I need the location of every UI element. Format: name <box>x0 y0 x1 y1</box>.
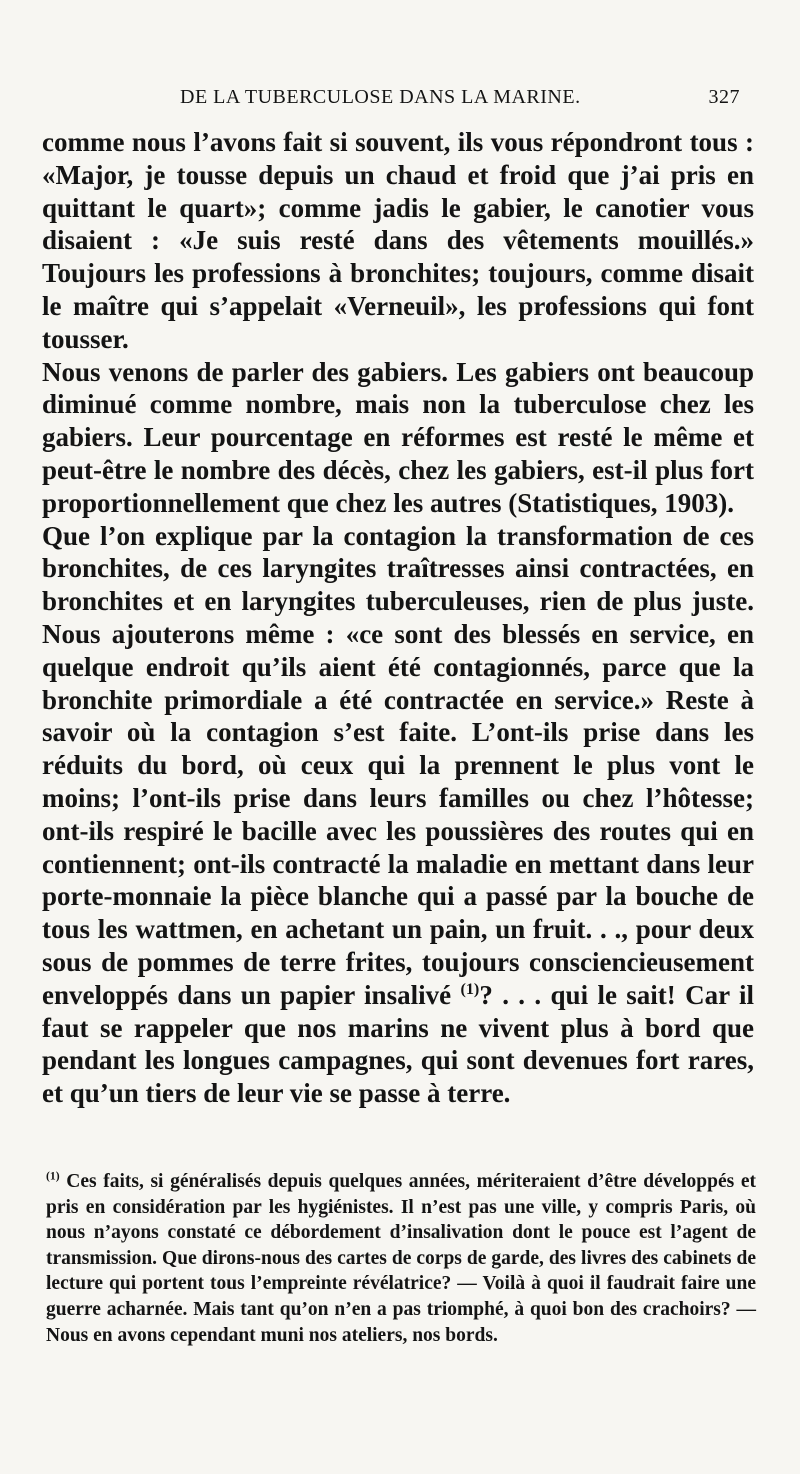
footnote <box>46 1169 756 1348</box>
footnote-text: Ces faits, si généralisés depuis quelques années, mériteraient d’être développés et pris en considération par les hygiénistes. Il n’est pas une ville, y compris Paris, où nous n’ayons constaté ce débordement d’insalivation dont le pouce est l’agent de transmission. Que dirons-nous des cartes de corps de garde, des livres des cabinets de lecture qui portent tous l’empreinte révélatrice? — Voilà à quoi il faudrait faire une guerre acharnée. Mais tant qu’on n’en a pas triomphé, à quoi bon des crachoirs? — Nous en avons cependant muni nos ateliers, nos bords. <box>46 1171 757 1346</box>
footnote-marker: (1) <box>46 1169 60 1183</box>
running-title: DE LA TUBERCULOSE DANS LA MARINE. <box>180 86 581 108</box>
footnote-reference: (1) <box>460 979 480 998</box>
paragraph-3-continued: ? . . . qui le sait! Car il faut se rappeler que nos marins ne vivent plus à bord que pendant les longues campagnes, qui sont devenues fort rares, et qu’un tiers de leur vie se passe à terre. <box>42 979 755 1109</box>
footnote-paragraph <box>46 1169 756 1348</box>
paragraph-1: comme nous l’avons fait si souvent, ils vous répondront tous : «Major, je tousse depuis un chaud et froid que j’ai pris en quittant le quart»; comme jadis le gabier, le canotier vous disaient : «Je suis resté dans des vêtements mouillés.» Toujours les professions à bronchites; toujours, comme disait le maître qui s’appelait «Verneuil», les professions qui font tousser. <box>42 127 754 354</box>
page-number: 327 <box>708 86 740 108</box>
paragraph-3-text: Que l’on explique par la contagion la transformation de ces bronchites, de ces laryngites traîtresses ainsi contractées, en bronchites et en laryngites tuberculeuses, rien de plus juste. Nous ajouterons même : «ce sont des blessés en service, en quelque endroit qu’ils aient été contagionnés, parce que la bronchite primordiale a été contractée en service.» Reste à savoir où la contagion s’est faite. L’ont-ils prise dans les réduits du bord, où ceux qui la prennent le plus vont le moins; l’ont-ils prise dans leurs familles ou chez l’hôtesse; ont-ils respiré le bacille avec les poussières des routes qui en contiennent; ont-ils contracté la maladie en mettant dans leur porte-monnaie la pièce blanche qui a passé par la bouche de tous les wattmen, en achetant un pain, un fruit. . ., pour deux sous de pommes de terre frites, toujours consciencieusement enveloppés dans un papier insalivé <box>42 520 754 1010</box>
paragraph-3 <box>42 520 754 1110</box>
paragraph-2: Nous venons de parler des gabiers. Les gabiers ont beaucoup diminué comme nombre, mais non la tuberculose chez les gabiers. Leur pourcentage en réformes est resté le même et peut-être le nombre des décès, chez les gabiers, est-il plus fort proportionnellement que chez les autres (Statistiques, 1903). <box>42 356 754 518</box>
body-text <box>42 126 754 1110</box>
